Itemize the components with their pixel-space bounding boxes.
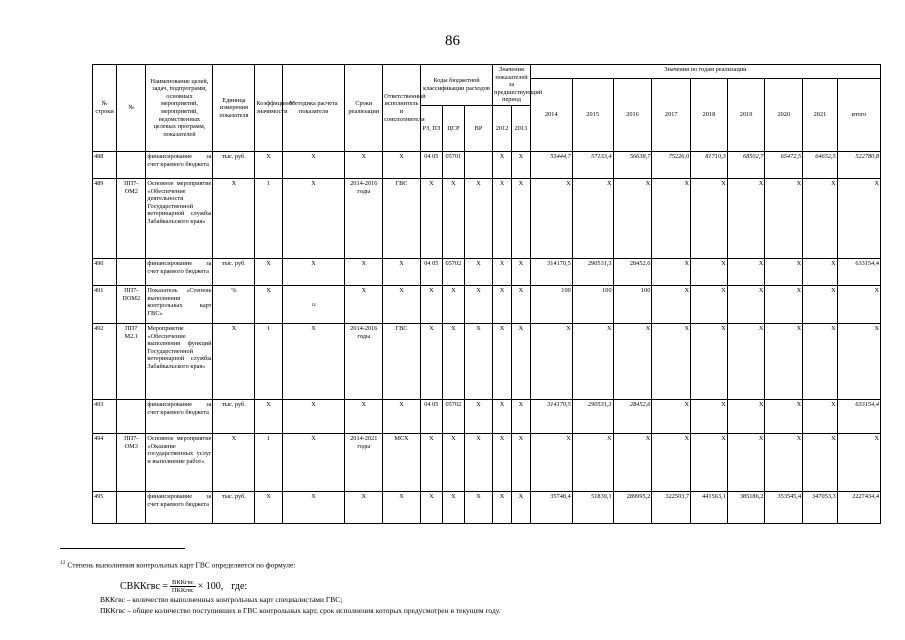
cell-vr bbox=[464, 151, 492, 178]
cell-prev-2012: X bbox=[493, 151, 512, 178]
cell-y2020: X bbox=[765, 285, 803, 323]
cell-total: 522780,8 bbox=[837, 151, 880, 178]
cell-row-no: 490 bbox=[93, 258, 117, 285]
cell-y2019: X bbox=[727, 323, 765, 399]
formula-numerator: ВККгвс bbox=[172, 579, 194, 586]
cell-y2017: X bbox=[652, 285, 691, 323]
cell-y2021: X bbox=[803, 258, 838, 285]
header-prev-2012: 2012 bbox=[493, 105, 512, 151]
cell-code bbox=[117, 399, 146, 433]
cell-vr: X bbox=[464, 178, 492, 258]
cell-csr: 05701 bbox=[442, 151, 464, 178]
cell-prev-2013: X bbox=[512, 178, 531, 258]
cell-csr: X bbox=[442, 285, 464, 323]
header-csr: ЦСР bbox=[442, 105, 464, 151]
cell-y2015: X bbox=[572, 433, 613, 491]
header-prev-2013: 2013 bbox=[512, 105, 531, 151]
cell-prev-2012: X bbox=[493, 178, 512, 258]
formula bbox=[120, 579, 247, 594]
table-row bbox=[93, 258, 881, 285]
cell-y2020: X bbox=[765, 178, 803, 258]
cell-method: 12 bbox=[282, 285, 345, 323]
cell-y2018: X bbox=[691, 399, 728, 433]
cell-rz: X bbox=[420, 323, 442, 399]
cell-prev-2013: X bbox=[512, 399, 531, 433]
cell-prev-2012: X bbox=[493, 323, 512, 399]
cell-y2018: X bbox=[691, 433, 728, 491]
header-year-2019: 2019 bbox=[727, 79, 765, 152]
cell-y2016: 100 bbox=[613, 285, 652, 323]
cell-method: X bbox=[282, 399, 345, 433]
cell-row-no: 489 bbox=[93, 178, 117, 258]
cell-y2015: X bbox=[572, 323, 613, 399]
cell-unit: X bbox=[213, 178, 255, 258]
cell-total: 633154,4 bbox=[837, 258, 880, 285]
cell-prev-2013: X bbox=[512, 433, 531, 491]
footnote-text: Степень выполнения контрольных карт ГВС определяется по формуле: bbox=[67, 560, 296, 570]
cell-y2017: 75226,0 bbox=[652, 151, 691, 178]
cell-y2021: 64652,5 bbox=[803, 151, 838, 178]
cell-y2015: 290531,3 bbox=[572, 258, 613, 285]
header-year-2015: 2015 bbox=[572, 79, 613, 152]
cell-terms: 2014-2016 годы bbox=[345, 323, 383, 399]
cell-row-no: 491 bbox=[93, 285, 117, 323]
cell-rz: 04 05 bbox=[420, 258, 442, 285]
cell-y2018: X bbox=[691, 285, 728, 323]
cell-csr: 05702 bbox=[442, 399, 464, 433]
cell-rz: X bbox=[420, 178, 442, 258]
table-row bbox=[93, 323, 881, 399]
cell-y2017: 322503,7 bbox=[652, 491, 691, 523]
header-coef: Коэффициент значимости bbox=[255, 65, 282, 152]
cell-y2021: X bbox=[803, 433, 838, 491]
cell-vr: X bbox=[464, 399, 492, 433]
cell-vr: X bbox=[464, 258, 492, 285]
cell-row-no: 494 bbox=[93, 433, 117, 491]
header-row-no: № строки bbox=[93, 65, 117, 152]
cell-y2019: X bbox=[727, 178, 765, 258]
header-rz: РЗ, ПЗ bbox=[420, 105, 442, 151]
header-resp: Ответственный исполнитель и соисполнители bbox=[383, 65, 421, 152]
cell-code: ПП7-ОМ3 bbox=[117, 433, 146, 491]
cell-csr: 05702 bbox=[442, 258, 464, 285]
cell-y2014: 100 bbox=[530, 285, 572, 323]
cell-vr: X bbox=[464, 433, 492, 491]
cell-y2015: 100 bbox=[572, 285, 613, 323]
cell-unit: X bbox=[213, 433, 255, 491]
table-row bbox=[93, 178, 881, 258]
header-year-2016: 2016 bbox=[613, 79, 652, 152]
cell-method: X bbox=[282, 258, 345, 285]
cell-prev-2013: X bbox=[512, 491, 531, 523]
cell-y2019: 68502,7 bbox=[727, 151, 765, 178]
cell-coef: 1 bbox=[255, 433, 282, 491]
cell-y2019: X bbox=[727, 258, 765, 285]
cell-total: 633154,4 bbox=[837, 399, 880, 433]
definition-vkk: ВККгвс – количество выполненных контрольных карт специалистами ГВС; bbox=[100, 595, 343, 604]
table-row bbox=[93, 151, 881, 178]
cell-method: X bbox=[282, 491, 345, 523]
header-year-2021: 2021 bbox=[803, 79, 838, 152]
cell-prev-2012: X bbox=[493, 491, 512, 523]
cell-y2017: X bbox=[652, 433, 691, 491]
cell-unit: тыс. руб. bbox=[213, 399, 255, 433]
table-row bbox=[93, 285, 881, 323]
cell-y2020: 65472,5 bbox=[765, 151, 803, 178]
header-vr: ВР bbox=[464, 105, 492, 151]
page-number: 86 bbox=[445, 33, 460, 49]
cell-prev-2012: X bbox=[493, 258, 512, 285]
cell-terms: 2014-2016 годы bbox=[345, 178, 383, 258]
cell-y2015: X bbox=[572, 178, 613, 258]
cell-method: X bbox=[282, 433, 345, 491]
cell-y2016: 28452,6 bbox=[613, 258, 652, 285]
header-year-2014: 2014 bbox=[530, 79, 572, 152]
cell-y2017: X bbox=[652, 323, 691, 399]
cell-resp: ГВС bbox=[383, 323, 421, 399]
cell-method: X bbox=[282, 151, 345, 178]
header-name: Наименование целей, задач, подпрограмм, основных мероприятий, мероприятий, ведомственных целевых программ, показателей bbox=[146, 65, 213, 152]
header-no: № bbox=[117, 65, 146, 152]
cell-name: финансирование за счет краевого бюджета bbox=[146, 399, 213, 433]
cell-resp: X bbox=[383, 258, 421, 285]
cell-resp: X bbox=[383, 285, 421, 323]
cell-total: X bbox=[837, 433, 880, 491]
cell-y2014: 53444,7 bbox=[530, 151, 572, 178]
definition-pkk: ПККгвс – общее количество поступивших в ГВС контрольных карт, срок исполнения которых предусмотрен в текущем году. bbox=[100, 606, 501, 615]
cell-y2021: X bbox=[803, 178, 838, 258]
cell-vr: X bbox=[464, 285, 492, 323]
cell-code: ПП7-ПОМ2 bbox=[117, 285, 146, 323]
cell-prev-2013: X bbox=[512, 285, 531, 323]
cell-y2014: X bbox=[530, 323, 572, 399]
cell-rz: X bbox=[420, 285, 442, 323]
cell-total: X bbox=[837, 323, 880, 399]
cell-code bbox=[117, 491, 146, 523]
cell-vr: X bbox=[464, 323, 492, 399]
cell-total: X bbox=[837, 285, 880, 323]
footnote bbox=[60, 560, 295, 570]
cell-rz: X bbox=[420, 491, 442, 523]
cell-y2021: 347053,3 bbox=[803, 491, 838, 523]
cell-resp: МСХ bbox=[383, 433, 421, 491]
cell-unit: тыс. руб. bbox=[213, 258, 255, 285]
cell-row-no: 492 bbox=[93, 323, 117, 399]
header-method: Методика расчета показателя bbox=[282, 65, 345, 152]
cell-y2018: 441563,1 bbox=[691, 491, 728, 523]
cell-y2019: X bbox=[727, 399, 765, 433]
header-unit: Единица измерения показателя bbox=[213, 65, 255, 152]
cell-y2020: X bbox=[765, 323, 803, 399]
cell-code: ПП7-ОМ2 bbox=[117, 178, 146, 258]
cell-name: финансирование за счет краевого бюджета bbox=[146, 151, 213, 178]
cell-name: финансирование за счет краевого бюджета bbox=[146, 258, 213, 285]
cell-prev-2012: X bbox=[493, 399, 512, 433]
cell-y2021: X bbox=[803, 285, 838, 323]
cell-y2021: X bbox=[803, 399, 838, 433]
cell-vr: X bbox=[464, 491, 492, 523]
cell-prev-2013: X bbox=[512, 151, 531, 178]
cell-code bbox=[117, 258, 146, 285]
header-year-total: итого bbox=[837, 79, 880, 152]
cell-y2019: 385186,2 bbox=[727, 491, 765, 523]
cell-name: финансирование за счет краевого бюджета bbox=[146, 491, 213, 523]
cell-row-no: 495 bbox=[93, 491, 117, 523]
cell-rz: 04 05 bbox=[420, 399, 442, 433]
cell-y2019: X bbox=[727, 285, 765, 323]
cell-terms: 2014-2021 годы bbox=[345, 433, 383, 491]
cell-rz: X bbox=[420, 433, 442, 491]
cell-y2016: 289995,2 bbox=[613, 491, 652, 523]
header-year-values: Значения по годам реализации bbox=[530, 65, 880, 79]
cell-y2020: X bbox=[765, 399, 803, 433]
cell-y2017: X bbox=[652, 178, 691, 258]
footnote-mark: 12 bbox=[60, 560, 66, 566]
table-row bbox=[93, 399, 881, 433]
cell-y2014: 35748,4 bbox=[530, 491, 572, 523]
table-row bbox=[93, 491, 881, 523]
cell-y2016: X bbox=[613, 178, 652, 258]
cell-row-no: 488 bbox=[93, 151, 117, 178]
header-terms: Сроки реализации bbox=[345, 65, 383, 152]
cell-y2020: X bbox=[765, 258, 803, 285]
header-year-2017: 2017 bbox=[652, 79, 691, 152]
cell-row-no: 493 bbox=[93, 399, 117, 433]
cell-prev-2012: X bbox=[493, 285, 512, 323]
cell-unit: тыс. руб. bbox=[213, 491, 255, 523]
cell-y2016: 56638,7 bbox=[613, 151, 652, 178]
cell-y2018: 81710,3 bbox=[691, 151, 728, 178]
footnote-separator bbox=[60, 548, 185, 549]
cell-code bbox=[117, 151, 146, 178]
cell-coef: X bbox=[255, 491, 282, 523]
cell-y2021: X bbox=[803, 323, 838, 399]
cell-y2014: X bbox=[530, 178, 572, 258]
table-row bbox=[93, 433, 881, 491]
cell-y2020: X bbox=[765, 433, 803, 491]
cell-y2015: 57133,4 bbox=[572, 151, 613, 178]
cell-y2016: X bbox=[613, 433, 652, 491]
cell-y2018: X bbox=[691, 323, 728, 399]
formula-where: где: bbox=[231, 581, 248, 592]
cell-y2014: 314170,5 bbox=[530, 258, 572, 285]
cell-terms: X bbox=[345, 399, 383, 433]
cell-resp: X bbox=[383, 399, 421, 433]
cell-coef: X bbox=[255, 151, 282, 178]
formula-rhs: × 100, bbox=[197, 581, 224, 592]
cell-y2015: 290531,3 bbox=[572, 399, 613, 433]
cell-code: ПП7 М2.1 bbox=[117, 323, 146, 399]
cell-resp: X bbox=[383, 151, 421, 178]
cell-y2018: X bbox=[691, 258, 728, 285]
cell-resp: ГВС bbox=[383, 178, 421, 258]
cell-y2014: X bbox=[530, 433, 572, 491]
cell-total: 2227434,4 bbox=[837, 491, 880, 523]
cell-y2016: 28452,6 bbox=[613, 399, 652, 433]
cell-coef: 1 bbox=[255, 178, 282, 258]
cell-y2020: 353545,4 bbox=[765, 491, 803, 523]
cell-unit: тыс. руб. bbox=[213, 151, 255, 178]
cell-terms: X bbox=[345, 151, 383, 178]
cell-method: X bbox=[282, 323, 345, 399]
cell-prev-2012: X bbox=[493, 433, 512, 491]
header-year-2020: 2020 bbox=[765, 79, 803, 152]
program-table bbox=[92, 64, 881, 524]
cell-rz: 04 05 bbox=[420, 151, 442, 178]
cell-name: Показатель «Степень выполнения контрольных карт ГВС» bbox=[146, 285, 213, 323]
cell-y2017: X bbox=[652, 399, 691, 433]
cell-y2018: X bbox=[691, 178, 728, 258]
cell-csr: X bbox=[442, 178, 464, 258]
cell-prev-2013: X bbox=[512, 258, 531, 285]
cell-y2019: X bbox=[727, 433, 765, 491]
cell-y2017: X bbox=[652, 258, 691, 285]
formula-fraction bbox=[170, 579, 196, 594]
formula-lhs: СВККгвс = bbox=[120, 581, 169, 592]
cell-coef: X bbox=[255, 258, 282, 285]
cell-y2016: X bbox=[613, 323, 652, 399]
header-prev-values: Значения показателей за предшествующий период bbox=[493, 65, 531, 106]
cell-csr: X bbox=[442, 491, 464, 523]
formula-denominator: ПККгвс bbox=[171, 587, 194, 594]
cell-unit: % bbox=[213, 285, 255, 323]
cell-total: X bbox=[837, 178, 880, 258]
cell-csr: X bbox=[442, 433, 464, 491]
header-budget-codes: Коды бюджетной классификации расходов bbox=[420, 65, 492, 106]
cell-resp: X bbox=[383, 491, 421, 523]
cell-name: Основное мероприятие «Оказание государственных услуг и выполнение работ» bbox=[146, 433, 213, 491]
cell-y2015: 51839,1 bbox=[572, 491, 613, 523]
cell-terms: X bbox=[345, 491, 383, 523]
cell-terms: X bbox=[345, 285, 383, 323]
cell-coef: X bbox=[255, 285, 282, 323]
cell-name: Основное мероприятие «Обеспечение деятельности Государственной ветеринарной службы Забайкальского края» bbox=[146, 178, 213, 258]
cell-name: Мероприятие «Обеспечение выполнения функций Государственной ветеринарной службы Забайкальского края» bbox=[146, 323, 213, 399]
cell-prev-2013: X bbox=[512, 323, 531, 399]
cell-unit: X bbox=[213, 323, 255, 399]
header-year-2018: 2018 bbox=[691, 79, 728, 152]
cell-coef: 1 bbox=[255, 323, 282, 399]
cell-coef: X bbox=[255, 399, 282, 433]
cell-method: X bbox=[282, 178, 345, 258]
cell-y2014: 314170,5 bbox=[530, 399, 572, 433]
cell-terms: X bbox=[345, 258, 383, 285]
cell-csr: X bbox=[442, 323, 464, 399]
